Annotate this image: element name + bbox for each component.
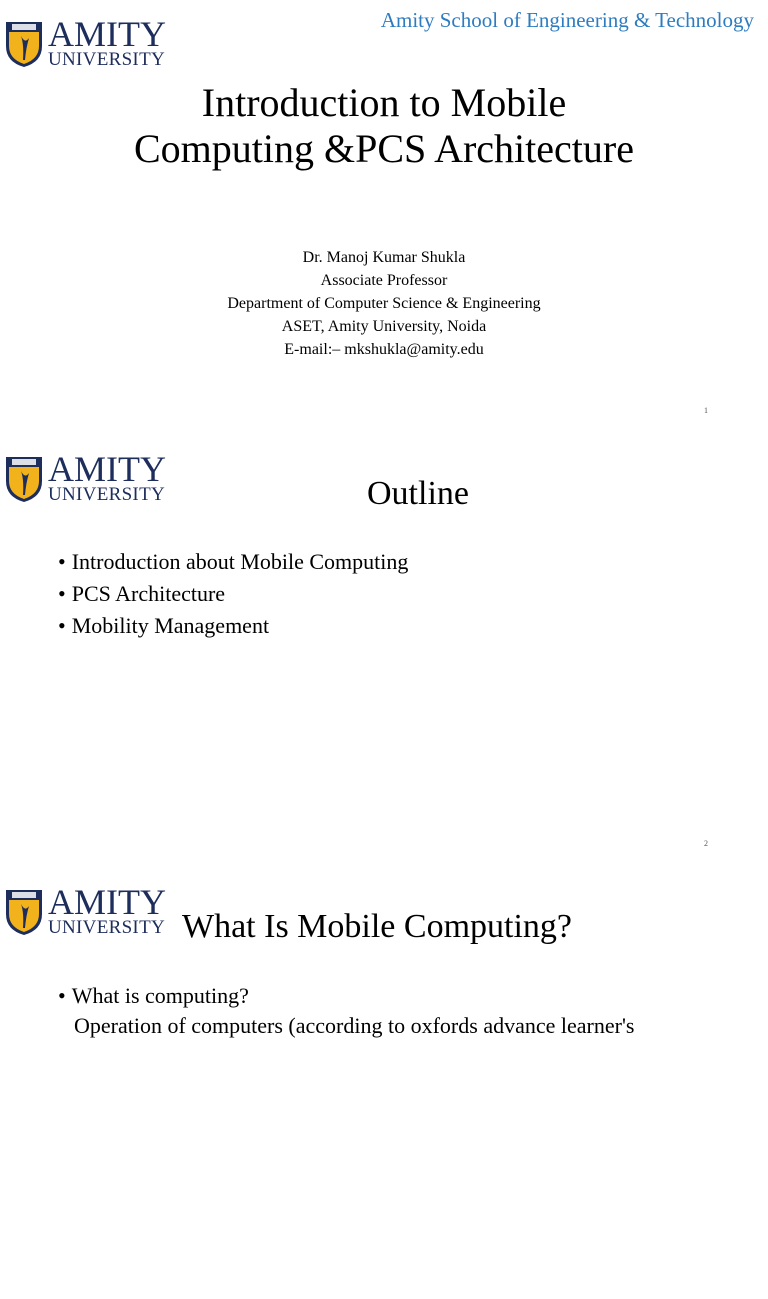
author-name: Dr. Manoj Kumar Shukla [302, 249, 466, 266]
school-header: Amity School of Engineering & Technology [380, 8, 754, 32]
amity-logo [4, 14, 169, 72]
sub-bullet-text: Operation of computers (according to oxfords advance learner's [74, 1013, 635, 1038]
bullet-text: Introduction about Mobile Computing [71, 549, 409, 574]
author-position: Associate Professor [320, 272, 448, 289]
logo-brand-text: AMITY [48, 14, 166, 54]
logo-sub-text: UNIVERSITY [48, 917, 165, 938]
title-line-1: Introduction to Mobile [201, 80, 567, 125]
slide-title [0, 80, 768, 172]
logo-brand-text: AMITY [48, 882, 166, 922]
logo-sub-text: UNIVERSITY [48, 484, 165, 505]
list-item: • PCS Architecture [58, 581, 226, 606]
author-email: E-mail:– mkshukla@amity.edu [284, 341, 484, 358]
logo-brand-text: AMITY [48, 449, 166, 489]
slide-1 [0, 0, 768, 433]
author-department: Department of Computer Science & Engineering [227, 295, 541, 312]
slide-3 [0, 866, 768, 1299]
slide-2 [0, 433, 768, 866]
amity-logo [4, 882, 169, 940]
author-block [0, 246, 768, 361]
bullet-text: PCS Architecture [71, 581, 226, 606]
title-line-2: Computing &PCS Architecture [134, 126, 634, 171]
amity-shield-icon [4, 888, 44, 936]
slide-number: 1 [704, 406, 708, 415]
list-item: • What is computing? [58, 983, 249, 1008]
amity-shield-icon [4, 455, 44, 503]
slide-number: 2 [704, 839, 708, 848]
author-institution: ASET, Amity University, Noida [281, 318, 487, 335]
amity-shield-icon [4, 20, 44, 68]
bullet-text: Mobility Management [71, 613, 270, 638]
list-item: • Mobility Management [58, 613, 270, 638]
bullet-text: What is computing? [71, 983, 249, 1008]
list-item: • Introduction about Mobile Computing [58, 549, 409, 574]
amity-logo [4, 449, 169, 507]
bullet-list [58, 546, 408, 642]
slide-title: What Is Mobile Computing? [182, 908, 573, 945]
logo-sub-text: UNIVERSITY [48, 49, 165, 70]
bullet-list [58, 980, 249, 1012]
slide-title: Outline [367, 475, 469, 512]
